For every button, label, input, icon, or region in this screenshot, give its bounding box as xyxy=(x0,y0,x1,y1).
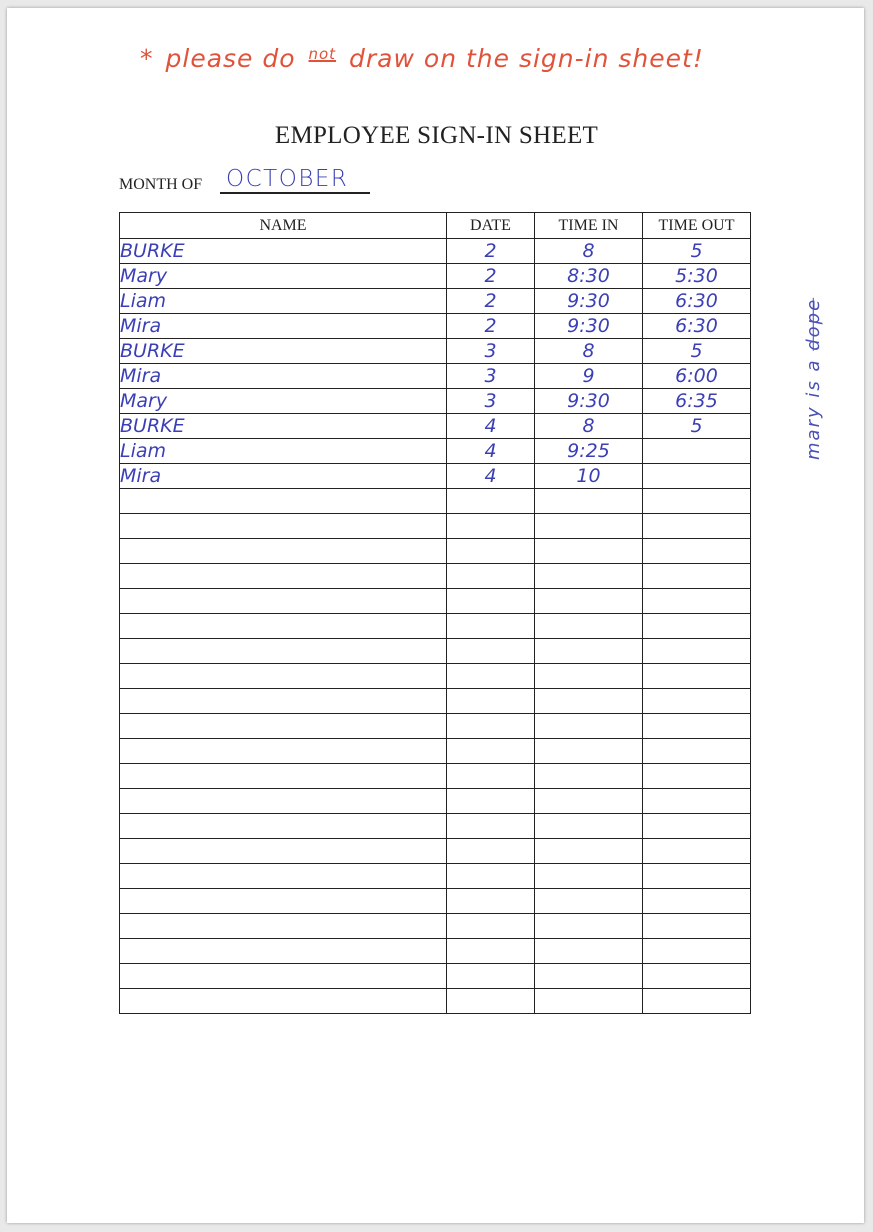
cell-time-in xyxy=(535,489,643,514)
cell-time-out xyxy=(643,489,751,514)
cell-time-out xyxy=(643,439,751,464)
cell-time-out: 5 xyxy=(643,239,751,264)
cell-time-in: 8 xyxy=(535,339,643,364)
cell-date: 3 xyxy=(447,389,535,414)
cell-time-out xyxy=(643,889,751,914)
cell-name xyxy=(120,614,447,639)
cell-time-in: 9:30 xyxy=(535,389,643,414)
cell-name xyxy=(120,814,447,839)
cell-time-out xyxy=(643,864,751,889)
cell-time-in xyxy=(535,564,643,589)
empty-table-row xyxy=(120,964,751,989)
asterisk: * xyxy=(140,44,154,73)
cell-date: 3 xyxy=(447,364,535,389)
empty-table-row xyxy=(120,489,751,514)
cell-name xyxy=(120,764,447,789)
cell-name: Liam xyxy=(120,439,447,464)
side-note-text: mary is a xyxy=(803,358,824,461)
handwritten-warning-note xyxy=(140,44,704,73)
cell-time-out xyxy=(643,914,751,939)
cell-time-in: 9:30 xyxy=(535,289,643,314)
cell-date: 2 xyxy=(447,289,535,314)
cell-name xyxy=(120,664,447,689)
cell-time-in xyxy=(535,714,643,739)
table-row xyxy=(120,289,751,314)
cell-name xyxy=(120,889,447,914)
cell-name xyxy=(120,964,447,989)
cell-name xyxy=(120,639,447,664)
cell-time-out: 6:30 xyxy=(643,314,751,339)
cell-date xyxy=(447,714,535,739)
month-label: MONTH OF xyxy=(119,176,203,193)
header-time-in: TIME IN xyxy=(535,213,643,239)
cell-time-in xyxy=(535,814,643,839)
empty-table-row xyxy=(120,939,751,964)
cell-time-in: 10 xyxy=(535,464,643,489)
cell-date xyxy=(447,839,535,864)
cell-time-in xyxy=(535,589,643,614)
empty-table-row xyxy=(120,514,751,539)
cell-time-in: 9:30 xyxy=(535,314,643,339)
cell-time-in xyxy=(535,864,643,889)
cell-time-out: 6:00 xyxy=(643,364,751,389)
cell-time-out: 5:30 xyxy=(643,264,751,289)
cell-time-out xyxy=(643,839,751,864)
cell-name xyxy=(120,714,447,739)
cell-time-in: 9:25 xyxy=(535,439,643,464)
cell-name xyxy=(120,514,447,539)
cell-name xyxy=(120,589,447,614)
cell-time-out: 6:35 xyxy=(643,389,751,414)
cell-date: 2 xyxy=(447,239,535,264)
empty-table-row xyxy=(120,839,751,864)
cell-date xyxy=(447,789,535,814)
cell-date xyxy=(447,639,535,664)
empty-table-row xyxy=(120,814,751,839)
cell-date: 3 xyxy=(447,339,535,364)
cell-time-out xyxy=(643,614,751,639)
cell-date: 2 xyxy=(447,264,535,289)
empty-table-row xyxy=(120,989,751,1014)
cell-time-in xyxy=(535,664,643,689)
cell-date: 4 xyxy=(447,439,535,464)
cell-time-in xyxy=(535,614,643,639)
cell-time-in xyxy=(535,989,643,1014)
cell-time-out xyxy=(643,639,751,664)
cell-date xyxy=(447,814,535,839)
empty-table-row xyxy=(120,864,751,889)
header-time-out: TIME OUT xyxy=(643,213,751,239)
cell-time-in xyxy=(535,914,643,939)
cell-time-out: 5 xyxy=(643,339,751,364)
cell-date xyxy=(447,539,535,564)
cell-time-in: 8:30 xyxy=(535,264,643,289)
cell-date xyxy=(447,689,535,714)
cell-time-in: 8 xyxy=(535,239,643,264)
table-header-row xyxy=(120,213,751,239)
table-row xyxy=(120,414,751,439)
cell-date: 2 xyxy=(447,314,535,339)
cell-time-in: 9 xyxy=(535,364,643,389)
cell-time-out xyxy=(643,539,751,564)
cell-time-out xyxy=(643,739,751,764)
cell-name xyxy=(120,864,447,889)
cell-name: Liam xyxy=(120,289,447,314)
cell-time-in xyxy=(535,839,643,864)
cell-date xyxy=(447,964,535,989)
table-row xyxy=(120,339,751,364)
empty-table-row xyxy=(120,689,751,714)
cell-date: 4 xyxy=(447,464,535,489)
cell-time-in xyxy=(535,964,643,989)
cell-date xyxy=(447,989,535,1014)
cell-name: Mira xyxy=(120,364,447,389)
cell-date xyxy=(447,889,535,914)
cell-date xyxy=(447,764,535,789)
empty-table-row xyxy=(120,789,751,814)
cell-time-in xyxy=(535,689,643,714)
cell-time-out xyxy=(643,564,751,589)
cell-name xyxy=(120,489,447,514)
empty-table-row xyxy=(120,614,751,639)
empty-table-row xyxy=(120,589,751,614)
cell-name xyxy=(120,564,447,589)
sign-in-table xyxy=(119,212,751,1014)
cell-time-in xyxy=(535,939,643,964)
cell-name: Mira xyxy=(120,464,447,489)
cell-name: BURKE xyxy=(120,339,447,364)
month-underline xyxy=(220,192,370,194)
cell-name xyxy=(120,989,447,1014)
cell-name xyxy=(120,839,447,864)
empty-table-row xyxy=(120,714,751,739)
header-date: DATE xyxy=(447,213,535,239)
cell-name: BURKE xyxy=(120,414,447,439)
cell-time-out xyxy=(643,689,751,714)
cell-time-out xyxy=(643,989,751,1014)
cell-date xyxy=(447,939,535,964)
cell-name: BURKE xyxy=(120,239,447,264)
empty-table-row xyxy=(120,764,751,789)
table-row xyxy=(120,239,751,264)
cell-time-out: 5 xyxy=(643,414,751,439)
cell-time-out xyxy=(643,714,751,739)
cell-time-in xyxy=(535,539,643,564)
cell-time-in xyxy=(535,764,643,789)
note-emphasis: not xyxy=(308,45,337,63)
cell-time-out xyxy=(643,764,751,789)
page-title: EMPLOYEE SIGN-IN SHEET xyxy=(274,122,599,149)
cell-name xyxy=(120,914,447,939)
cell-time-in xyxy=(535,514,643,539)
cell-time-out xyxy=(643,664,751,689)
cell-date xyxy=(447,489,535,514)
empty-table-row xyxy=(120,914,751,939)
cell-time-out xyxy=(643,589,751,614)
cell-date: 4 xyxy=(447,414,535,439)
cell-date xyxy=(447,664,535,689)
empty-table-row xyxy=(120,539,751,564)
cell-date xyxy=(447,514,535,539)
cell-name: Mira xyxy=(120,314,447,339)
cell-name xyxy=(120,539,447,564)
empty-table-row xyxy=(120,639,751,664)
margin-doodle-note xyxy=(803,298,824,528)
cell-name xyxy=(120,789,447,814)
empty-table-row xyxy=(120,889,751,914)
cell-time-out xyxy=(643,514,751,539)
header-name: NAME xyxy=(120,213,447,239)
cell-date xyxy=(447,864,535,889)
empty-table-row xyxy=(120,739,751,764)
cell-time-out xyxy=(643,464,751,489)
cell-time-out xyxy=(643,814,751,839)
cell-date xyxy=(447,589,535,614)
cell-time-out: 6:30 xyxy=(643,289,751,314)
cell-time-out xyxy=(643,939,751,964)
cell-date xyxy=(447,739,535,764)
cell-time-in xyxy=(535,639,643,664)
cell-time-in xyxy=(535,889,643,914)
cell-time-out xyxy=(643,789,751,814)
cell-name xyxy=(120,939,447,964)
cell-time-in xyxy=(535,789,643,814)
empty-table-row xyxy=(120,564,751,589)
cell-date xyxy=(447,614,535,639)
cell-time-out xyxy=(643,964,751,989)
cell-date xyxy=(447,914,535,939)
table-row xyxy=(120,389,751,414)
table-row xyxy=(120,464,751,489)
cell-name xyxy=(120,739,447,764)
table-row xyxy=(120,439,751,464)
note-text-before: please do xyxy=(165,44,296,73)
table-row xyxy=(120,314,751,339)
cell-name: Mary xyxy=(120,389,447,414)
table-row xyxy=(120,264,751,289)
cell-name: Mary xyxy=(120,264,447,289)
note-text-after: draw on the sign-in sheet! xyxy=(349,44,704,73)
cell-date xyxy=(447,564,535,589)
table-row xyxy=(120,364,751,389)
side-note-struck-word: dope xyxy=(803,298,824,351)
month-value: OCTOBER xyxy=(226,166,349,192)
cell-name xyxy=(120,689,447,714)
cell-time-in xyxy=(535,739,643,764)
cell-time-in: 8 xyxy=(535,414,643,439)
empty-table-row xyxy=(120,664,751,689)
